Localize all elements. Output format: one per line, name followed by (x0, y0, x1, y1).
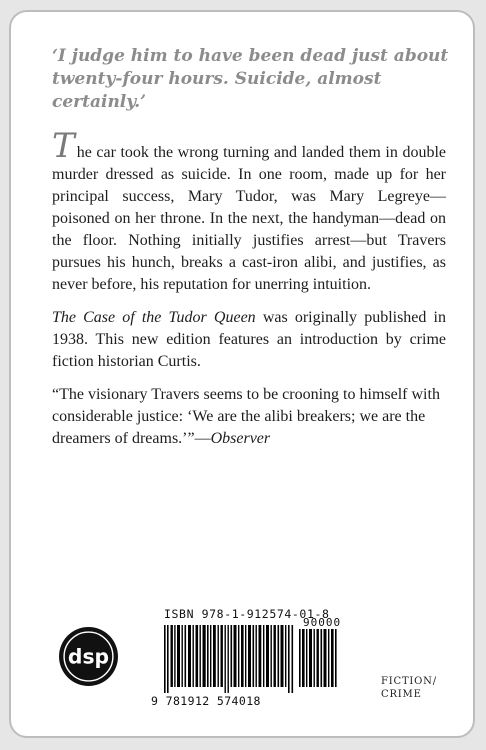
review-quote (52, 384, 446, 450)
review-quote-text: “The visionary Travers seems to be crooning to himself with considerable justice: ‘We are the alibi breakers; we are the dreamers of dreams.’”— (52, 386, 440, 447)
blurb-paragraph-1 (52, 126, 446, 296)
isbn-label: ISBN 978-1-912574-01-8 (164, 607, 330, 621)
price-barcode (299, 625, 339, 687)
genre-line-1: FICTION/ (381, 676, 437, 687)
genre-label (381, 675, 437, 701)
pull-quote: ‘I judge him to have been dead just about twenty-four hours. Suicide, almost certainly.’ (52, 46, 449, 112)
publisher-logo-text: dsp (67, 644, 110, 669)
blurb (52, 126, 446, 461)
book-title: The Case of the Tudor Queen (52, 309, 256, 326)
isbn-barcode (163, 625, 295, 693)
blurb-paragraph-1-text: he car took the wrong turning and landed them in double murder dressed as suicide. In one room, made up for her principal success, Mary Tudor, was Mary Legreye—poisoned on her throne. In the next, the handyman—dead on the floor. Nothing initially justifies arrest—but Travers pursues his hunch, breaks a cast-iron alibi, and justifies, as never before, his reputation for unerring intuition. (52, 144, 446, 293)
genre-line-2: CRIME (381, 689, 422, 700)
blurb-paragraph-2 (52, 307, 446, 373)
review-source: Observer (210, 430, 271, 447)
blurb-paragraph-2-text: was originally published in 1938. This new edition features an introduction by crime fiction historian Curtis. (52, 309, 446, 370)
drop-cap: T (52, 126, 75, 166)
publisher-logo (58, 626, 119, 687)
price-code: 90000 (303, 616, 342, 629)
barcode-number: 9 781912 574018 (151, 694, 261, 708)
